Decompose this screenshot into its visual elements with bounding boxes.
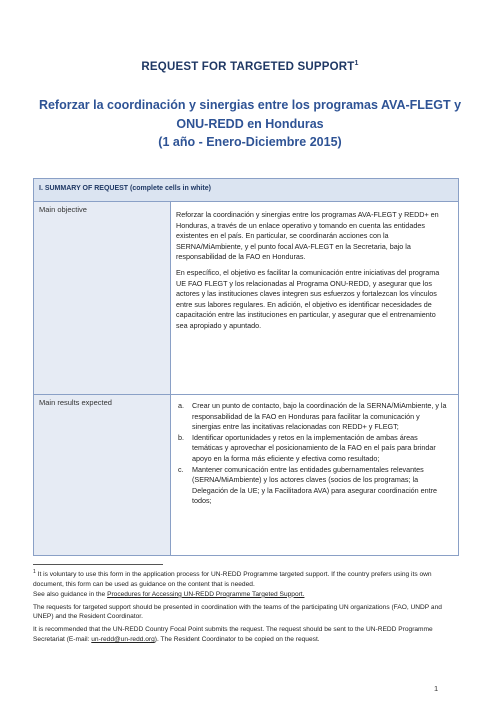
page-title: REQUEST FOR TARGETED SUPPORT$^1$ xyxy=(141,60,359,73)
footnote-1: $^1$ It is voluntary to use this form in the application process for UN-REDD Programme targeted support. If the country prefers using its own document, this form can be used as guidance on the content that is needed. See also guidance in the Procedures for Accessing UN-REDD Programme Targeted Support. xyxy=(33,569,432,598)
footnote-submission: It is recommended that the UN-REDD Country Focal Point submits the request. The request should be sent to the UN-REDD Programme Secretariat (E-mail: un-redd@un-redd.org). The Resident Coordinator to be copied on the request. xyxy=(33,626,433,643)
list-item xyxy=(176,433,448,465)
table-header: I. SUMMARY OF REQUEST (complete cells in white) xyxy=(34,179,458,202)
document-subtitle xyxy=(30,96,470,152)
summary-table xyxy=(33,178,459,556)
subtitle-line: ONU-REDD en Honduras xyxy=(176,116,324,131)
footnote-ref: 1 xyxy=(354,60,359,67)
procedures-link[interactable]: Procedures for Accessing UN-REDD Programme Targeted Support. xyxy=(107,590,305,598)
main-objective-field[interactable] xyxy=(171,202,458,394)
list-marker: a. xyxy=(178,401,184,410)
page-number: 1 xyxy=(434,684,439,693)
footnote-divider xyxy=(33,564,163,565)
main-objective-label: Main objective xyxy=(34,202,171,394)
list-item xyxy=(176,401,448,433)
objective-paragraph: Reforzar la coordinación y sinergias entre los programas AVA-FLEGT y REDD+ en Honduras, a través de un enlace operativo y tomando en cuenta las entidades existentes en el país. En particular, se coordinarán acciones con la SERNA/MiAmbiente, y el punto focal AVA-FLEGT en la Secretaria, bajo la responsabilidad de la FAO en Honduras. xyxy=(176,210,439,262)
list-item xyxy=(176,465,448,507)
list-item-text: Crear un punto de contacto, bajo la coordinación de la SERNA/MiAmbiente, y la responsabilidad de la FAO en Honduras para facilitar la comunicación y sinergias entre las incitativas relacionadas con REDD+ y FLEGT; xyxy=(192,401,447,432)
footnotes xyxy=(33,568,461,648)
footnote-marker: 1 xyxy=(33,569,36,575)
main-results-label: Main results expected xyxy=(34,395,171,555)
subtitle-period: (1 año - Enero-Diciembre 2015) xyxy=(158,135,342,149)
main-objective-row xyxy=(34,202,458,395)
objective-paragraph: En específico, el objetivo es facilitar la comunicación entre iniciativas del programa UE FAO FLEGT y los relacionadas al Programa ONU-REDD, y asegurar que los actores y las instituciones claves integren sus esfuerzos y fortalezcan los vínculos entre sus labores regulares. En adición, el objetivo es identificar necesidades de capacitación entre las instituciones en particular, y asegurar que el entrenamiento sea apropiado y apuntado. xyxy=(176,267,440,330)
main-results-row xyxy=(34,395,458,555)
subtitle-line: Reforzar la coordinación y sinergias entre los programas AVA-FLEGT y xyxy=(38,98,462,112)
main-results-field[interactable] xyxy=(171,395,458,555)
list-item-text: Identificar oportunidades y retos en la implementación de ambas áreas temáticas y aprovechar el posicionamiento de la FAO en el país para brindar apoyo en la forma más eficiente y efectiva como resultado; xyxy=(192,432,436,463)
list-marker: b. xyxy=(178,432,184,442)
results-list xyxy=(176,401,448,507)
email-link[interactable]: un-redd@un-redd.org xyxy=(91,635,155,643)
footnote-coordination: The requests for targeted support should be presented in coordination with the teams of the participating UN organizations (FAO, UNDP and UNEP) and the Resident Coordinator. xyxy=(33,603,442,621)
list-marker: c. xyxy=(178,464,184,474)
list-item-text: Mantener comunicación entre las entidades gubernamentales relevantes (SERNA/MiAmbiente) y los actores claves (socios de los programas; la Delegación de la UE; y la Facilitadora AVA) para asegurar coordinación entre todos; xyxy=(192,464,438,506)
